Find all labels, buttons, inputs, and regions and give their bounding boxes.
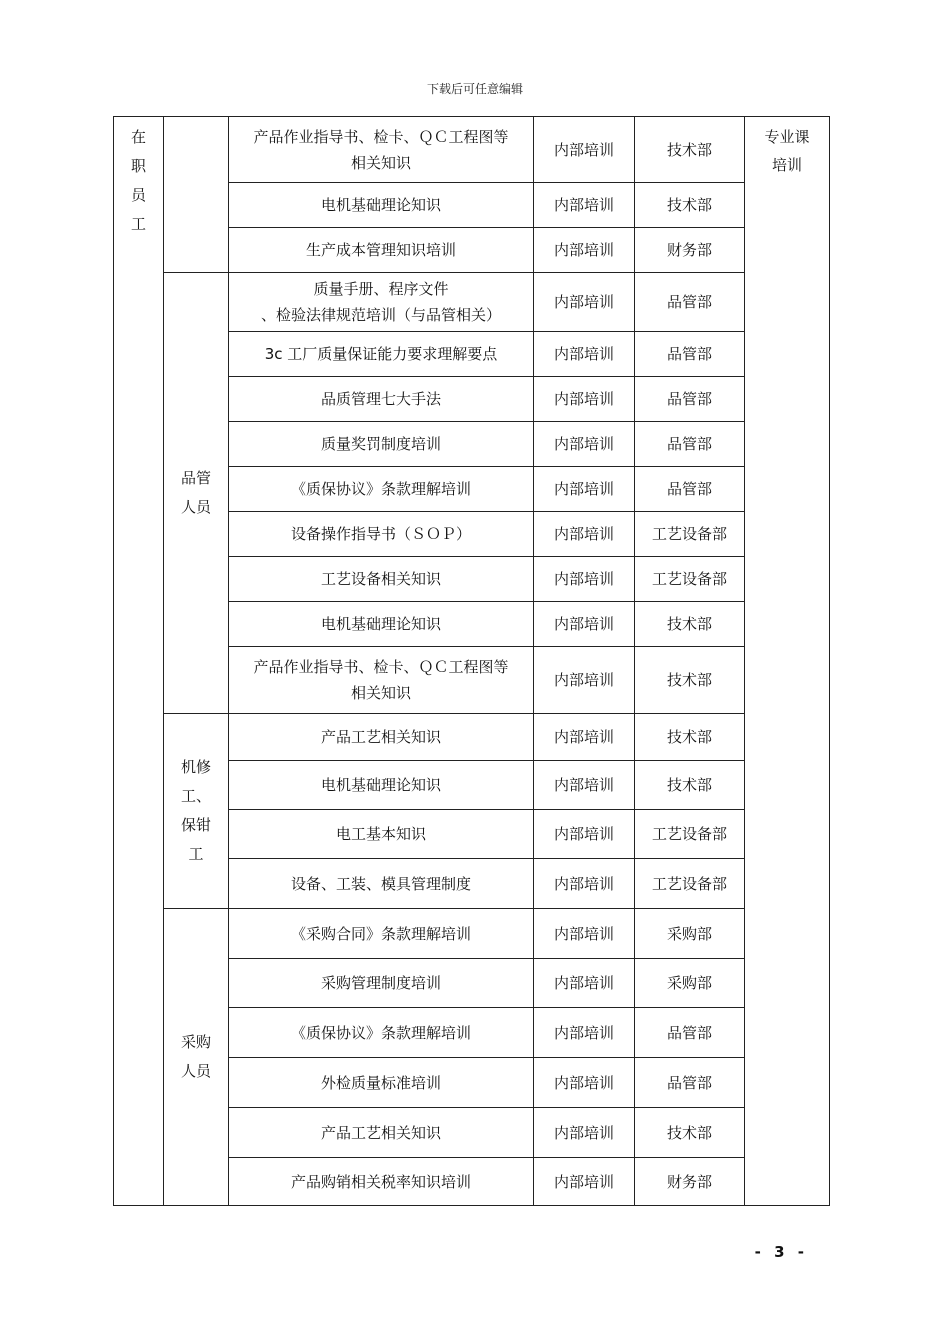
method-cell: 内部培训 [534,1008,635,1058]
department-cell: 财务部 [635,1158,745,1206]
method-cell: 内部培训 [534,959,635,1008]
method-cell: 内部培训 [534,1058,635,1108]
method-cell: 内部培训 [534,859,635,909]
department-cell: 技术部 [635,117,745,183]
department-cell: 技术部 [635,1108,745,1158]
method-cell: 内部培训 [534,761,635,810]
method-cell: 内部培训 [534,714,635,761]
category-char: 职 [130,157,146,175]
department-cell: 财务部 [635,228,745,273]
method-cell: 内部培训 [534,117,635,183]
table-row [114,273,830,332]
course-cell: 产品工艺相关知识 [229,714,534,761]
course-cell: 质量手册、程序文件 、检验法律规范培训（与品管相关） [229,273,534,332]
course-cell: 电机基础理论知识 [229,602,534,647]
category-char: 员 [130,186,146,204]
table-row [114,909,830,959]
training-type-line: 专业课 [764,128,810,146]
category-cell [114,117,164,1206]
department-cell: 品管部 [635,422,745,467]
category-char: 在 [130,128,146,146]
table-row [114,117,830,183]
group-name-cell: 机修 工、 保钳 工 [164,714,229,909]
department-cell: 工艺设备部 [635,810,745,859]
department-cell: 品管部 [635,377,745,422]
method-cell: 内部培训 [534,183,635,228]
department-cell: 采购部 [635,959,745,1008]
department-cell: 技术部 [635,647,745,714]
department-cell: 技术部 [635,714,745,761]
method-cell: 内部培训 [534,228,635,273]
course-cell: 《质保协议》条款理解培训 [229,467,534,512]
course-cell: 质量奖罚制度培训 [229,422,534,467]
department-cell: 品管部 [635,332,745,377]
training-table-body [114,117,830,1206]
course-cell: 品质管理七大手法 [229,377,534,422]
department-cell: 技术部 [635,183,745,228]
method-cell: 内部培训 [534,602,635,647]
course-cell: 《采购合同》条款理解培训 [229,909,534,959]
course-cell: 外检质量标准培训 [229,1058,534,1108]
table-row [114,714,830,761]
training-type-cell [745,117,830,1206]
method-cell: 内部培训 [534,332,635,377]
department-cell: 品管部 [635,273,745,332]
page-number: - 3 - [754,1243,808,1261]
category-char: 工 [130,215,146,233]
course-cell: 产品作业指导书、检卡、ＱＣ工程图等 相关知识 [229,647,534,714]
course-cell: 产品作业指导书、检卡、ＱＣ工程图等 相关知识 [229,117,534,183]
course-cell: 采购管理制度培训 [229,959,534,1008]
course-cell: 电工基本知识 [229,810,534,859]
training-table [113,116,830,1206]
group-name-cell [164,117,229,273]
department-cell: 品管部 [635,467,745,512]
course-cell: 生产成本管理知识培训 [229,228,534,273]
method-cell: 内部培训 [534,810,635,859]
group-name-cell: 采购 人员 [164,909,229,1206]
method-cell: 内部培训 [534,467,635,512]
method-cell: 内部培训 [534,1108,635,1158]
method-cell: 内部培训 [534,647,635,714]
course-cell: 产品购销相关税率知识培训 [229,1158,534,1206]
course-cell: 《质保协议》条款理解培训 [229,1008,534,1058]
header-note: 下载后可任意编辑 [426,82,523,96]
course-cell: 产品工艺相关知识 [229,1108,534,1158]
method-cell: 内部培训 [534,512,635,557]
method-cell: 内部培训 [534,422,635,467]
department-cell: 技术部 [635,761,745,810]
course-cell: 3c 工厂质量保证能力要求理解要点 [229,332,534,377]
department-cell: 工艺设备部 [635,859,745,909]
department-cell: 品管部 [635,1008,745,1058]
method-cell: 内部培训 [534,557,635,602]
department-cell: 品管部 [635,1058,745,1108]
training-type-line: 培训 [771,156,802,174]
course-cell: 电机基础理论知识 [229,761,534,810]
department-cell: 技术部 [635,602,745,647]
course-cell: 设备操作指导书（ＳＯＰ） [229,512,534,557]
method-cell: 内部培训 [534,273,635,332]
department-cell: 采购部 [635,909,745,959]
department-cell: 工艺设备部 [635,512,745,557]
department-cell: 工艺设备部 [635,557,745,602]
course-cell: 电机基础理论知识 [229,183,534,228]
method-cell: 内部培训 [534,1158,635,1206]
method-cell: 内部培训 [534,377,635,422]
course-cell: 工艺设备相关知识 [229,557,534,602]
group-name-cell: 品管 人员 [164,273,229,714]
course-cell: 设备、工装、模具管理制度 [229,859,534,909]
method-cell: 内部培训 [534,909,635,959]
